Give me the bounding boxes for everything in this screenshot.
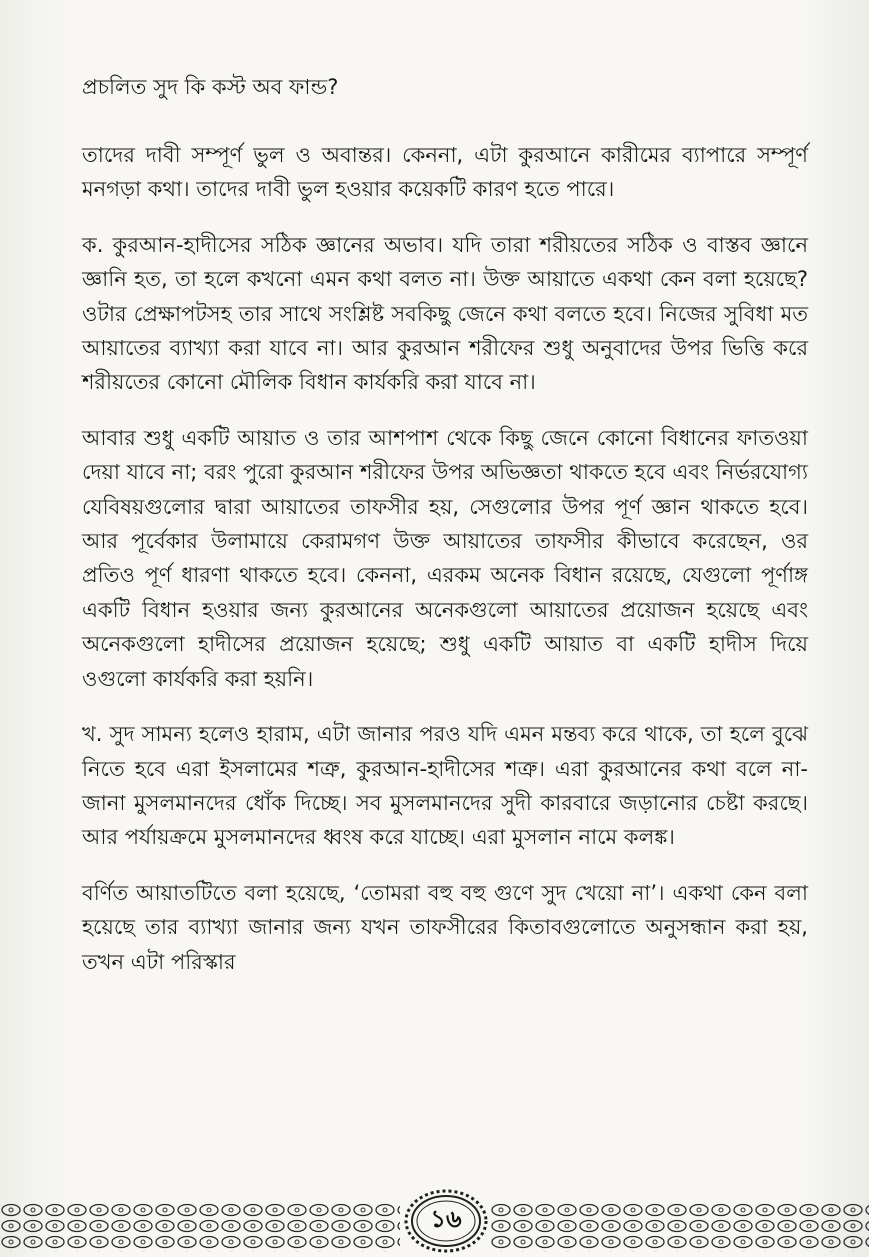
- ornament-border-left: [0, 1202, 400, 1252]
- page-body: [82, 72, 808, 1000]
- page-number: ১৬: [430, 1205, 462, 1233]
- paragraph-3: আবার শুধু একটি আয়াত ও তার আশপাশ থেকে কিছু জেনে কোনো বিধানের ফাতওয়া দেয়া যাবে না; বরং পুরো কুরআন শরীফের উপর অভিজ্ঞতা থাকতে হবে এবং নির্ভরযোগ্য যেবিষয়গুলোর দ্বারা আয়াতের তাফসীর হয়, সেগুলোর উপর পূর্ণ জ্ঞান থাকতে হবে। আর পূর্বেকার উলামায়ে কেরামগণ উক্ত আয়াতের তাফসীর কীভাবে করেছেন, ওর প্রতিও পূর্ণ ধারণা থাকতে হবে। কেননা, এরকম অনেক বিধান রয়েছে, যেগুলো পূর্ণাঙ্গ একটি বিধান হওয়ার জন্য কুরআনের অনেকগুলো আয়াতের প্রয়োজন হয়েছে এবং অনেকগুলো হাদীসের প্রয়োজন হয়েছে; শুধু একটি আয়াত বা একটি হাদীস দিয়ে ওগুলো কার্যকরি করা হয়নি।: [82, 425, 808, 691]
- page-footer: [0, 1182, 869, 1257]
- paragraph-5: বর্ণিত আয়াতটিতে বলা হয়েছে, ‘তোমরা বহু বহু গুণে সুদ খেয়ো না’। একথা কেন বলা হয়েছে তার ব্যাখ্যা জানার জন্য যখন তাফসীরের কিতাবগুলোতে অনুসন্ধান করা হয়, তখন এটা পরিস্কার: [82, 880, 808, 974]
- paragraph-4: খ. সুদ সামন্য হলেও হারাম, এটা জানার পরও যদি এমন মন্তব্য করে থাকে, তা হলে বুঝে নিতে হবে এরা ইসলামের শত্রু, কুরআন-হাদীসের শত্রু। এরা কুরআনের কথা বলে না-জানা মুসলমানদের ধোঁক দিচ্ছে। সব মুসলমানদের সুদী কারবারে জড়ানোর চেষ্টা করছে। আর পর্যায়ক্রমে মুসলমানদের ধ্বংষ করে যাচ্ছে। এরা মুসলান নামে কলঙ্ক।: [82, 722, 808, 850]
- ornament-border-right: [490, 1202, 869, 1252]
- section-heading: প্রচলিত সুদ কি কস্ট অব ফান্ড?: [82, 75, 339, 99]
- paragraph-1: তাদের দাবী সম্পূর্ণ ভুল ও অবান্তর। কেননা, এটা কুরআনে কারীমের ব্যাপারে সম্পূর্ণ মনগড়া কথা। তাদের দাবী ভুল হওয়ার কয়েকটি কারণ হতে পারে।: [82, 143, 808, 202]
- paragraph-2: ক. কুরআন-হাদীসের সঠিক জ্ঞানের অভাব। যদি তারা শরীয়তের সঠিক ও বাস্তব জ্ঞানে জ্ঞানি হত, তা হলে কখনো এমন কথা বলত না। উক্ত আয়াতে একথা কেন বলা হয়েছে? ওটার প্রেক্ষাপটসহ তার সাথে সংশ্লিষ্ট সবকিছু জেনে কথা বলতে হবে। নিজের সুবিধা মত আয়াতের ব্যাখ্যা করা যাবে না। আর কুরআন শরীফের শুধু অনুবাদের উপর ভিত্তি করে শরীয়তের কোনো মৌলিক বিধান কার্যকরি করা যাবে না।: [82, 232, 808, 395]
